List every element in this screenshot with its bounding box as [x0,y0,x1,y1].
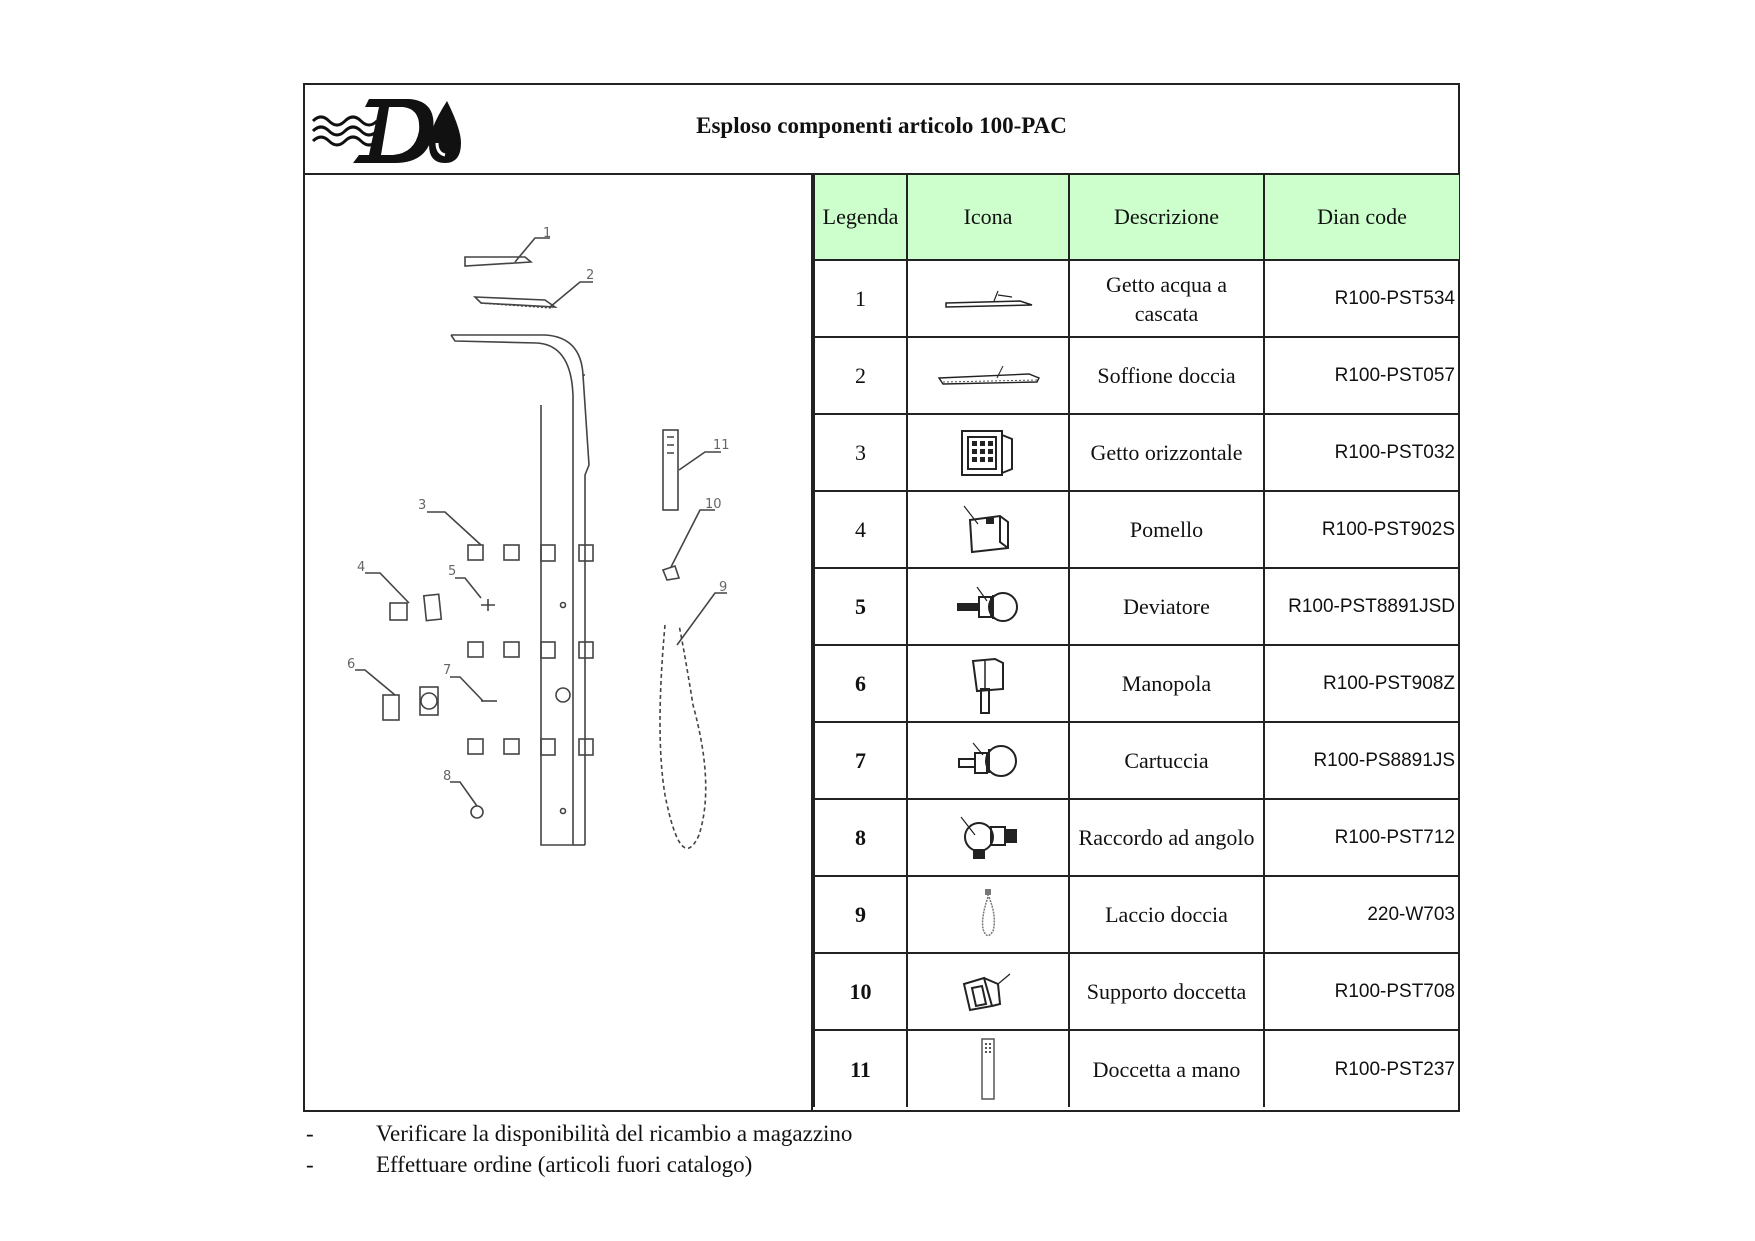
legend-number: 9 [814,876,907,953]
note-text: Verificare la disponibilità del ricambio a magazzino [376,1121,853,1146]
exploded-view-illustration [305,175,813,1110]
part-code: R100-PST534 [1264,260,1459,337]
legend-number: 3 [814,414,907,491]
part-description: Getto acqua a cascata [1069,260,1264,337]
legend-number: 1 [814,260,907,337]
shower-hose-icon [973,887,1003,943]
part-description: Deviatore [1069,568,1264,645]
legend-number: 6 [814,645,907,722]
callout-6: 6 [347,657,356,672]
part-code: R100-PST908Z [1264,645,1459,722]
part-description: Pomello [1069,491,1264,568]
legend-number: 4 [814,491,907,568]
hand-shower-icon [976,1037,1000,1101]
notes-list [306,1118,852,1180]
legend-number: 8 [814,799,907,876]
part-code: R100-PST237 [1264,1030,1459,1107]
legend-number: 7 [814,722,907,799]
part-code: R100-PST057 [1264,337,1459,414]
header-legenda: Legenda [814,175,907,260]
component-sheet [303,83,1460,1112]
note-text: Effettuare ordine (articoli fuori catalogo) [376,1152,753,1177]
note-bullet: - [306,1121,314,1146]
part-code: R100-PST712 [1264,799,1459,876]
part-description: Supporto doccetta [1069,953,1264,1030]
part-description: Manopola [1069,645,1264,722]
table-row [814,568,1459,645]
handle-icon [963,653,1013,715]
header-icona: Icona [907,175,1069,260]
part-description: Cartuccia [1069,722,1264,799]
part-code: R100-PS8891JS [1264,722,1459,799]
callout-4: 4 [357,560,366,575]
table-row [814,337,1459,414]
shower-holder-icon [958,970,1018,1014]
part-description: Doccetta a mano [1069,1030,1264,1107]
table-row [814,876,1459,953]
parts-table [813,175,1459,1107]
knob-icon [958,502,1018,558]
legend-number: 10 [814,953,907,1030]
diverter-icon [953,585,1023,629]
note-item [306,1118,852,1149]
header-descrizione: Descrizione [1069,175,1264,260]
note-item [306,1149,852,1180]
callout-7: 7 [443,663,452,678]
callout-5: 5 [448,564,457,579]
table-header-row [814,175,1459,260]
part-description: Soffione doccia [1069,337,1264,414]
body-jet-icon [958,425,1018,481]
note-bullet: - [306,1152,314,1177]
angle-connector-icon [953,813,1023,863]
part-code: R100-PST902S [1264,491,1459,568]
exploded-view-drawing [305,175,813,1110]
cartridge-icon [953,739,1023,783]
table-row [814,414,1459,491]
callout-8: 8 [443,769,452,784]
part-description: Getto orizzontale [1069,414,1264,491]
part-description: Raccordo ad angolo [1069,799,1264,876]
table-row [814,953,1459,1030]
header-dian-code: Dian code [1264,175,1459,260]
part-description: Laccio doccia [1069,876,1264,953]
callout-2: 2 [586,268,595,283]
legend-number: 5 [814,568,907,645]
table-row [814,799,1459,876]
sheet-title: Esploso componenti articolo 100-PAC [696,113,1067,138]
part-code: 220-W703 [1264,876,1459,953]
table-row [814,645,1459,722]
sheet-header [305,85,1458,175]
shower-head-icon [933,356,1043,396]
table-row [814,722,1459,799]
part-code: R100-PST708 [1264,953,1459,1030]
callout-3: 3 [418,498,427,513]
callout-9: 9 [719,580,728,595]
table-row [814,260,1459,337]
callout-11: 11 [713,438,730,453]
callout-1: 1 [543,226,552,241]
legend-number: 2 [814,337,907,414]
table-row [814,1030,1459,1107]
part-code: R100-PST032 [1264,414,1459,491]
waterfall-spout-icon [938,279,1038,319]
table-row [814,491,1459,568]
part-code: R100-PST8891JSD [1264,568,1459,645]
callout-10: 10 [705,497,722,512]
legend-number: 11 [814,1030,907,1107]
